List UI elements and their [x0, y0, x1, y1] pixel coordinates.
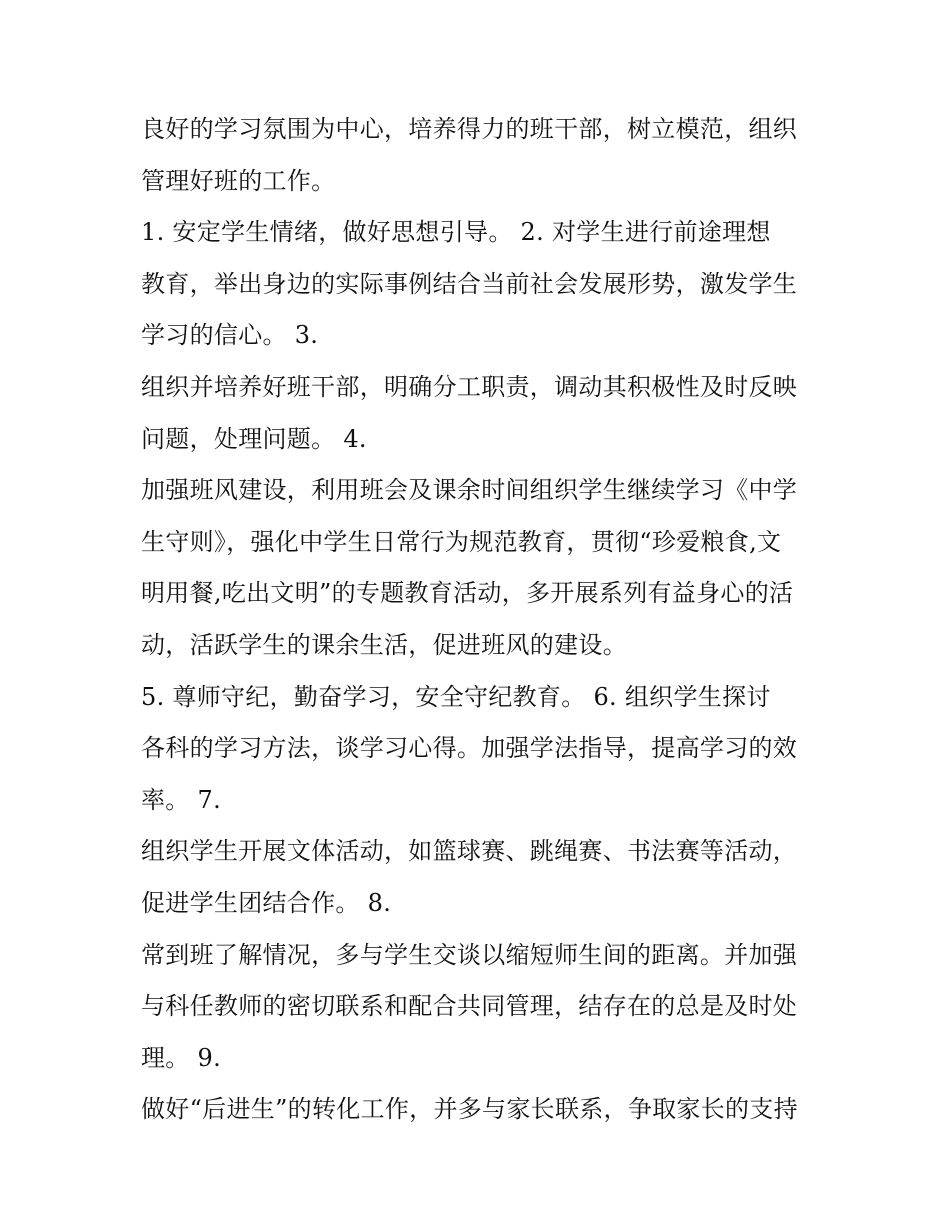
text-line-6: 组织并培养好班干部，明确分工职责，调动其积极性及时反映 [141, 372, 798, 401]
text-line-15: 组织学生开展文体活动，如篮球赛、跳绳赛、书法赛等活动， [141, 837, 798, 866]
text-line-3: 1. 安定学生情绪，做好思想引导。 2. 对学生进行前途理想 [141, 218, 771, 247]
text-line-8: 加强班风建设，利用班会及课余时间组织学生继续学习《中学 [141, 476, 798, 505]
text-line-20: 做好“后进生”的转化工作，并多与家长联系，争取家长的支持 [141, 1095, 798, 1124]
text-line-11: 动，活跃学生的课余生活，促进班风的建设。 [141, 630, 627, 659]
text-line-18: 与科任教师的密切联系和配合共同管理，结存在的总是及时处 [141, 992, 798, 1021]
document-body [141, 104, 821, 1136]
text-line-17: 常到班了解情况，多与学生交谈以缩短师生间的距离。并加强 [141, 940, 798, 969]
text-line-2: 管理好班的工作。 [141, 166, 336, 195]
text-line-4: 教育，举出身边的实际事例结合当前社会发展形势，激发学生 [141, 269, 798, 298]
text-line-12: 5. 尊师守纪，勤奋学习，安全守纪教育。 6. 组织学生探讨 [141, 682, 771, 711]
text-line-7: 问题，处理问题。 4. [141, 424, 367, 453]
text-line-14: 率。 7. [141, 785, 222, 814]
text-line-19: 理。 9. [141, 1043, 222, 1072]
text-line-5: 学习的信心。 3. [141, 321, 319, 350]
text-line-1: 良好的学习氛围为中心，培养得力的班干部，树立模范，组织 [141, 115, 798, 143]
text-line-10: 明用餐,吃出文明”的专题教育活动，多开展系列有益身心的活 [141, 579, 794, 608]
text-line-9: 生守则》，强化中学生日常行为规范教育，贯彻“珍爱粮食,文 [141, 527, 782, 556]
text-line-13: 各科的学习方法，谈学习心得。加强学法指导，提高学习的效 [141, 734, 798, 763]
text-line-16: 促进学生团结合作。 8. [141, 888, 392, 917]
